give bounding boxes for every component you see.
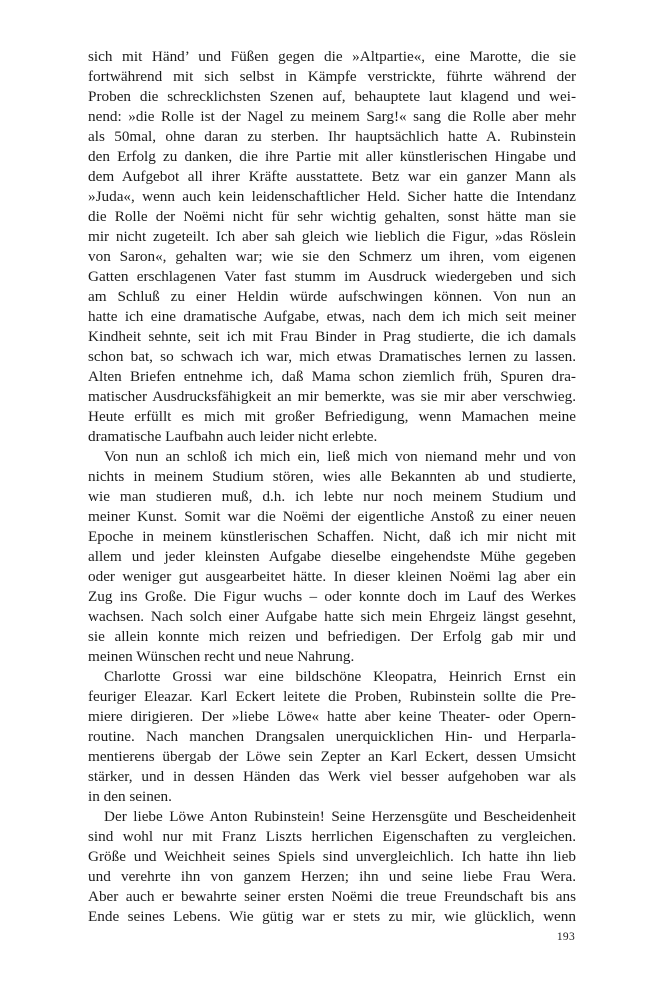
text-line: von Saron«, gehalten war; wie sie den Schmerz um ihren, vom eigenen <box>88 248 576 265</box>
text-line: meiner Kunst. Somit war die Noëmi der eigentliche Anstoß zu einer neuen <box>88 508 576 525</box>
text-block <box>88 47 576 927</box>
text-line: »Juda«, wenn auch kein leidenschaftlicher Held. Sicher hatte die Intendanz <box>88 188 576 205</box>
text-line: dramatische Laufbahn auch leider nicht erlebte. <box>88 428 378 445</box>
text-line: Größe und Weichheit seines Spiels sind unvergleichlich. Ich hatte ihn lieb <box>88 848 576 865</box>
text-line: Zug ins Große. Die Figur wuchs – oder konnte doch im Lauf des Werkes <box>88 588 576 605</box>
text-line: und verehrte ihn von ganzem Herzen; ihn und seine liebe Frau Wera. <box>88 868 576 885</box>
text-line: meinen Wünschen recht und neue Nahrung. <box>88 648 355 665</box>
text-line: wachsen. Nach solch einer Aufgabe hatte sich mein Ehrgeiz längst gesehnt, <box>88 608 576 625</box>
text-line: Der liebe Löwe Anton Rubinstein! Seine Herzensgüte und Bescheidenheit <box>104 808 576 825</box>
text-line: als 50mal, ohne daran zu sterben. Ihr hauptsächlich hatte A. Rubinstein <box>88 128 576 145</box>
text-line: matischer Ausdrucksfähigkeit an mir bemerkte, was sie mir aber verschwieg. <box>88 388 576 405</box>
text-line: Epoche in meinem künstlerischen Schaffen. Nicht, daß ich mir nicht mit <box>88 528 576 545</box>
text-line: dem Aufgebot all ihrer Kräfte ausstattete. Betz war ein ganzer Mann als <box>88 168 576 185</box>
text-line: miere dirigieren. Der »liebe Löwe« hatte aber keine Theater- oder Opern- <box>88 708 576 725</box>
page-number: 193 <box>556 931 575 943</box>
text-line: wie man studieren muß, d.h. ich lebte nur noch meinem Studium und <box>88 488 576 505</box>
text-line: Ende seines Lebens. Wie gütig war er stets zu mir, wie glücklich, wenn <box>88 908 576 925</box>
text-line: in den seinen. <box>88 788 172 805</box>
text-line: mentierens übergab der Löwe sein Zepter an Karl Eckert, dessen Umsicht <box>88 748 576 765</box>
text-line: Charlotte Grossi war eine bildschöne Kleopatra, Heinrich Ernst ein <box>104 668 576 685</box>
text-line: routine. Nach manchen Drangsalen unerquicklichen Hin- und Herparla- <box>88 728 576 745</box>
text-line: nend: »die Rolle ist der Nagel zu meinem Sarg!« sang die Rolle aber mehr <box>88 108 576 125</box>
text-line: hatte ich eine dramatische Aufgabe, etwas, nach dem ich mich seit meiner <box>88 308 576 325</box>
text-line: Aber auch er bewahrte seiner ersten Noëmi die treue Freundschaft bis ans <box>88 888 576 905</box>
text-line: Proben die schrecklichsten Szenen auf, behauptete laut klagend und wei- <box>88 88 576 105</box>
text-line: oder weniger gut ausgearbeitet hätte. In dieser kleinen Noëmi lag aber ein <box>88 568 576 585</box>
text-line: den Erfolg zu danken, die ihre Partie mit aller künstlerischen Hingabe und <box>88 148 576 165</box>
text-line: die Rolle der Noëmi nicht für sehr wichtig gehalten, sonst hätte man sie <box>88 208 576 225</box>
text-line: feuriger Eleazar. Karl Eckert leitete die Proben, Rubinstein sollte die Pre- <box>88 688 576 705</box>
text-line: fortwährend mit sich selbst in Kämpfe verstrickte, führte während der <box>88 68 576 85</box>
text-line: Kindheit sehnte, seit ich mit Frau Binder in Prag studierte, die ich damals <box>88 328 576 345</box>
text-line: Von nun an schloß ich mich ein, ließ mich von niemand mehr und von <box>104 448 576 465</box>
text-line: schon bat, so schwach ich war, mich etwas Dramatisches lernen zu lassen. <box>88 348 576 365</box>
text-line: Gatten erschlagenen Vater fast stumm im Ausdruck wiedergeben und sich <box>88 268 576 285</box>
text-line: mir nicht zugeteilt. Ich aber sah gleich wie lieblich die Figur, »das Röslein <box>88 228 576 245</box>
text-line: nichts in meinem Studium stören, wies alle Bekannten ab und studierte, <box>88 468 576 485</box>
text-line: am Schluß zu einer Heldin würde aufschwingen können. Von nun an <box>88 288 576 305</box>
text-line: sie allein konnte mich reizen und befriedigen. Der Erfolg gab mir und <box>88 628 576 645</box>
text-line: Heute erfüllt es mich mit großer Befriedigung, wenn Mamachen meine <box>88 408 576 425</box>
text-line: sind wohl nur mit Franz Liszts herrlichen Eigenschaften zu vergleichen. <box>88 828 576 845</box>
text-line: Alten Briefen entnehme ich, daß Mama schon ziemlich früh, Spuren dra- <box>88 368 576 385</box>
text-line: allem und jeder kleinsten Aufgabe dieselbe eingehendste Mühe gegeben <box>88 548 576 565</box>
text-line: sich mit Händ’ und Füßen gegen die »Altpartie«, eine Marotte, die sie <box>88 48 576 65</box>
text-line: stärker, und in dessen Händen das Werk viel besser aufgehoben war als <box>88 768 576 785</box>
